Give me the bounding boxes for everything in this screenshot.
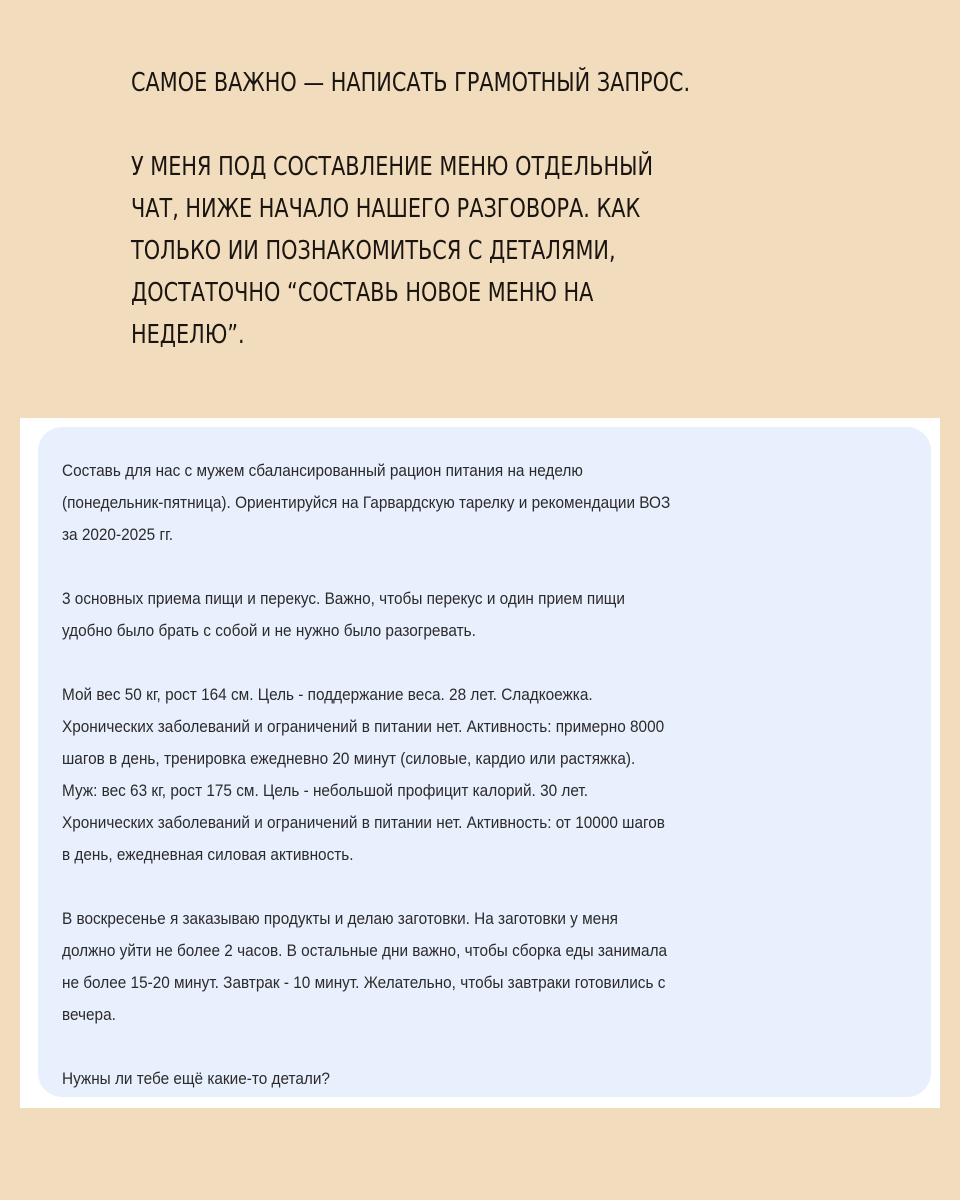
message-text <box>62 455 899 1095</box>
headline <box>131 62 707 356</box>
user-message-bubble <box>38 427 931 1097</box>
message-paragraph-5: Нужны ли тебе ещё какие-то детали? <box>62 1070 330 1088</box>
chat-screenshot <box>20 418 940 1108</box>
message-paragraph-2: 3 основных приема пищи и перекус. Важно, чтобы перекус и один прием пищи удобно было брать с собой и не нужно было разогревать. <box>62 590 625 640</box>
headline-line-1: САМОЕ ВАЖНО — НАПИСАТЬ ГРАМОТНЫЙ ЗАПРОС. <box>131 68 691 98</box>
message-paragraph-4: В воскресенье я заказываю продукты и делаю заготовки. На заготовки у меня должно уйти не более 2 часов. В остальные дни важно, чтобы сборка еды занимала не более 15-20 минут. Завтрак - 10 минут. Желательно, чтобы завтраки готовились с вечера. <box>62 910 668 1024</box>
message-paragraph-1: Составь для нас с мужем сбалансированный рацион питания на неделю (понедельник-пятница). Ориентируйся на Гарвардскую тарелку и рекомендации ВОЗ за 2020-2025 гг. <box>62 462 671 544</box>
headline-paragraph-2: У МЕНЯ ПОД СОСТАВЛЕНИЕ МЕНЮ ОТДЕЛЬНЫЙ ЧАТ, НИЖЕ НАЧАЛО НАШЕГО РАЗГОВОРА. КАК ТОЛЬКО ИИ ПОЗНАКОМИТЬСЯ С ДЕТАЛЯМИ, ДОСТАТОЧНО “СОСТАВЬ НОВОЕ МЕНЮ НА НЕДЕЛЮ”. <box>131 152 654 350</box>
headline-spacer <box>131 104 707 146</box>
message-paragraph-3: Мой вес 50 кг, рост 164 см. Цель - поддержание веса. 28 лет. Сладкоежка. Хронических заболеваний и ограничений в питании нет. Активность: примерно 8000 шагов в день, тренировка ежедневно 20 минут (силовые, кардио или растяжка). Муж: вес 63 кг, рост 175 см. Цель - небольшой профицит калорий. 30 лет. Хронических заболеваний и ограничений в питании нет. Активность: от 10000 шагов в день, ежедневная силовая активность. <box>62 686 665 864</box>
